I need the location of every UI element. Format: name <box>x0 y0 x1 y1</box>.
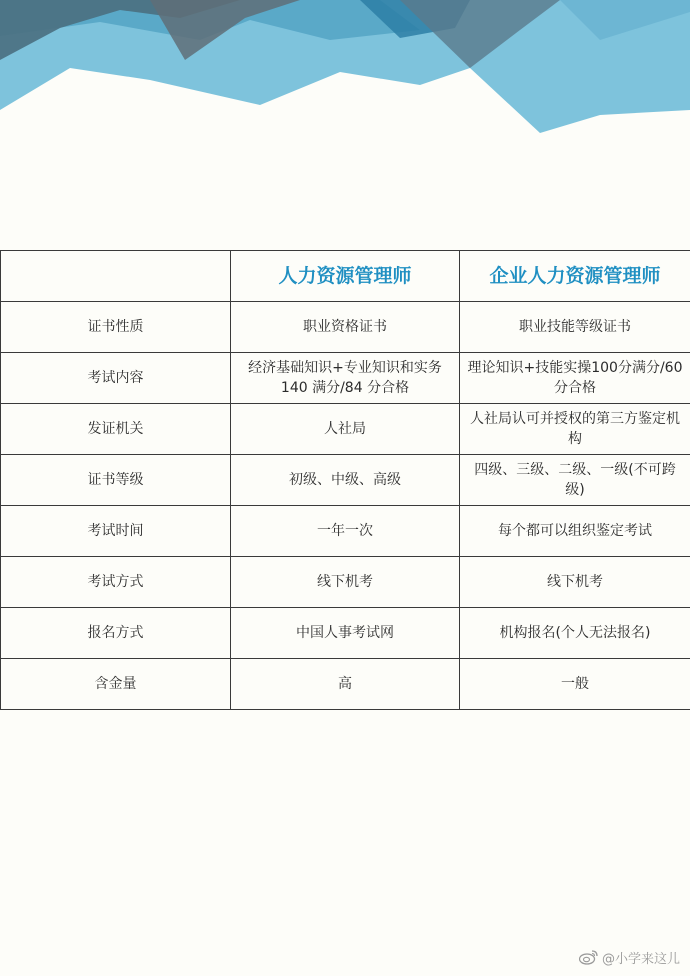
hr-manager-value: 职业资格证书 <box>231 302 460 353</box>
enterprise-hr-value: 机构报名(个人无法报名) <box>460 608 690 659</box>
hr-manager-value: 线下机考 <box>231 557 460 608</box>
enterprise-hr-value: 一般 <box>460 659 690 710</box>
hr-manager-value: 初级、中级、高级 <box>231 455 460 506</box>
header-empty-cell <box>1 251 231 302</box>
enterprise-hr-value: 职业技能等级证书 <box>460 302 690 353</box>
table-row <box>1 506 690 557</box>
row-label: 考试方式 <box>1 557 231 608</box>
table-row <box>1 608 690 659</box>
watermark-text: @小学来这儿 <box>601 951 680 967</box>
hr-manager-value: 经济基础知识+专业知识和实务140 满分/84 分合格 <box>231 353 460 404</box>
enterprise-hr-value: 四级、三级、二级、一级(不可跨级) <box>460 455 690 506</box>
enterprise-hr-value: 线下机考 <box>460 557 690 608</box>
row-label: 含金量 <box>1 659 231 710</box>
hr-manager-value: 人社局 <box>231 404 460 455</box>
decorative-banner <box>0 0 690 140</box>
table-row <box>1 353 690 404</box>
row-label: 证书等级 <box>1 455 231 506</box>
weibo-icon <box>579 949 599 965</box>
hr-manager-value: 一年一次 <box>231 506 460 557</box>
table-row <box>1 557 690 608</box>
enterprise-hr-value: 人社局认可并授权的第三方鉴定机构 <box>460 404 690 455</box>
table-row <box>1 404 690 455</box>
enterprise-hr-value: 理论知识+技能实操100分满分/60分合格 <box>460 353 690 404</box>
table-row <box>1 302 690 353</box>
row-label: 考试内容 <box>1 353 231 404</box>
row-label: 证书性质 <box>1 302 231 353</box>
watermark <box>579 946 680 968</box>
table-header-row <box>1 251 690 302</box>
enterprise-hr-value: 每个都可以组织鉴定考试 <box>460 506 690 557</box>
row-label: 考试时间 <box>1 506 231 557</box>
header-hr-manager: 人力资源管理师 <box>231 251 460 302</box>
hr-manager-value: 中国人事考试网 <box>231 608 460 659</box>
table-row <box>1 659 690 710</box>
table-row <box>1 455 690 506</box>
comparison-table <box>0 250 690 710</box>
row-label: 发证机关 <box>1 404 231 455</box>
header-enterprise-hr-manager: 企业人力资源管理师 <box>460 251 690 302</box>
hr-manager-value: 高 <box>231 659 460 710</box>
row-label: 报名方式 <box>1 608 231 659</box>
